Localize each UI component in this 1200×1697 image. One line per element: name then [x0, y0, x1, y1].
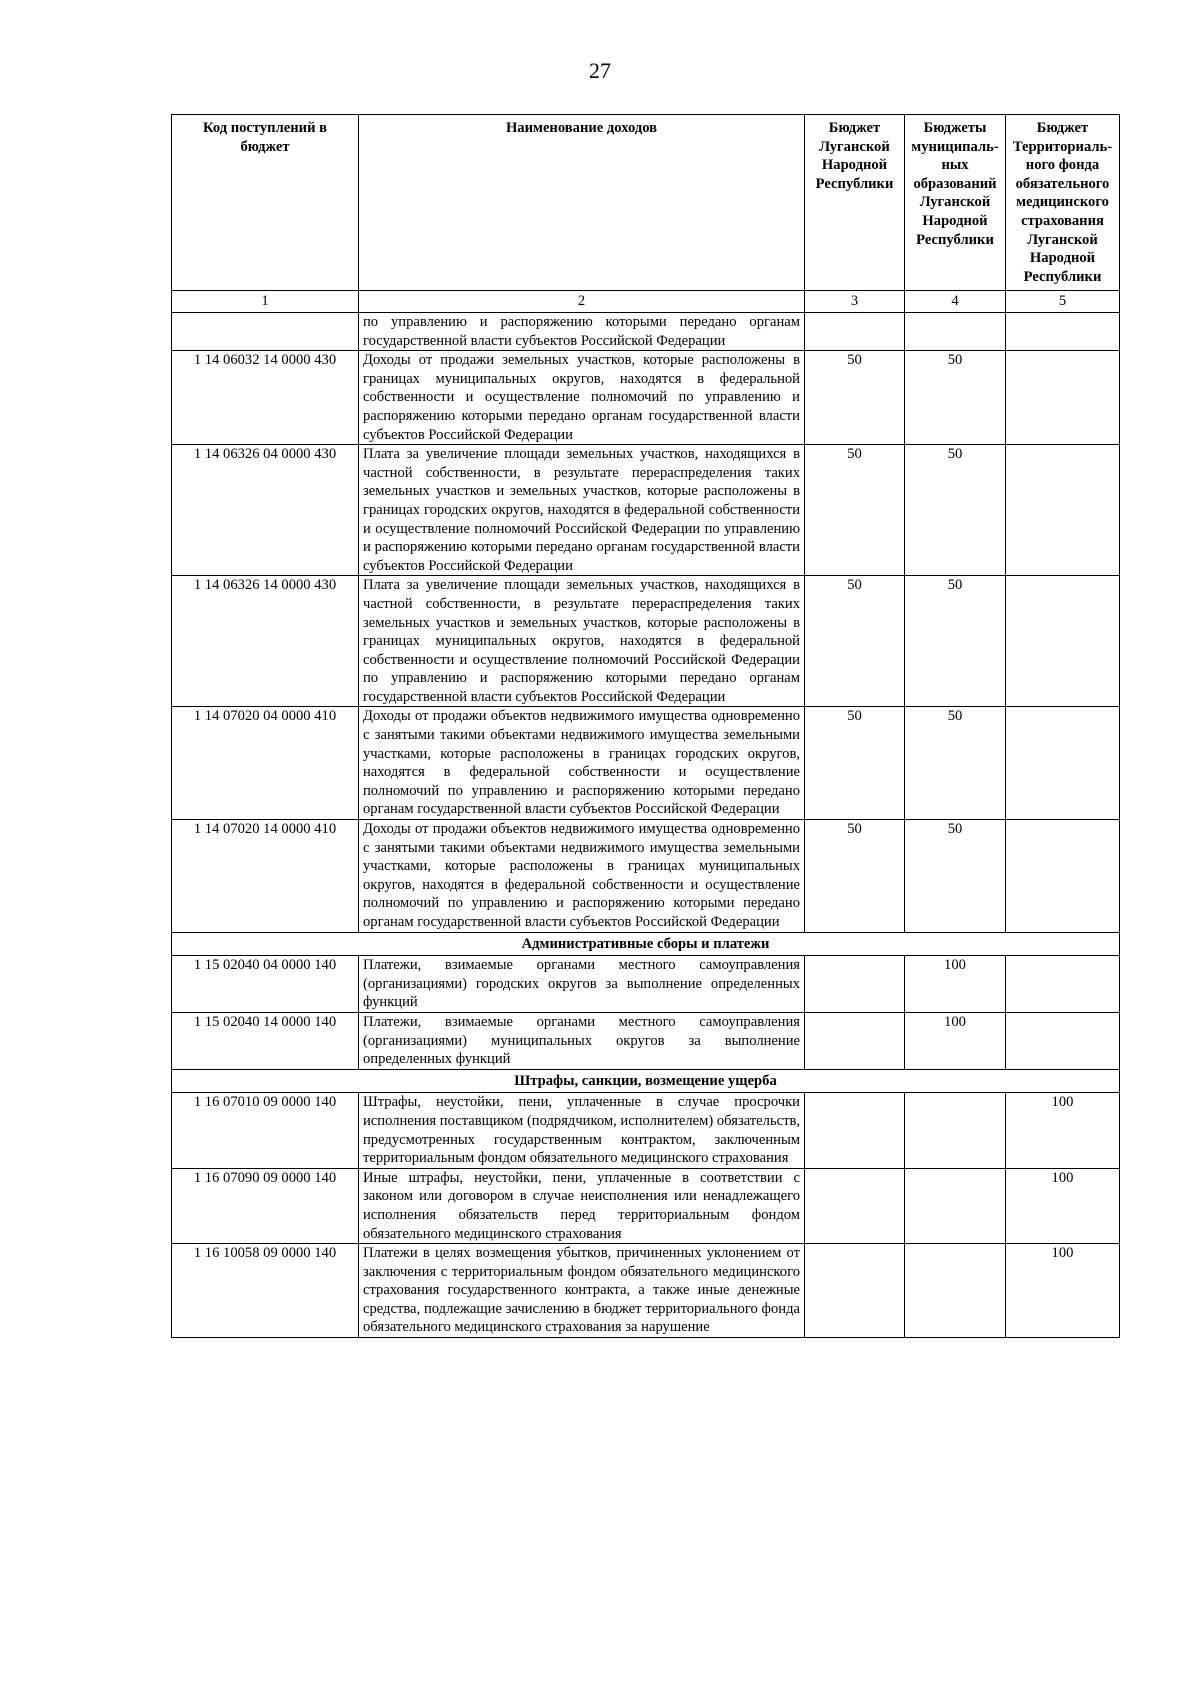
- table-row: [172, 313, 1120, 351]
- income-name-cell: Платежи в целях возмещения убытков, причиненных уклонением от заключения с территориальным фондом обязательного медицинского страхования государственного контракта, а также иные денежные средства, подлежащие зачислению в бюджет территориального фонда обязательного медицинского страхования за нарушение: [359, 1244, 805, 1338]
- territorial-fund-value: [1006, 1012, 1120, 1069]
- income-code-cell: 1 14 07020 14 0000 410: [172, 820, 359, 933]
- territorial-fund-value: [1006, 351, 1120, 445]
- table-header-row: [172, 115, 1120, 291]
- column-number: 4: [905, 291, 1006, 313]
- territorial-fund-value: [1006, 576, 1120, 707]
- table-row: [172, 445, 1120, 576]
- territorial-fund-value: 100: [1006, 1168, 1120, 1243]
- column-number: 5: [1006, 291, 1120, 313]
- header-territorial-fund-budget: Бюджет Территориаль-ного фонда обязательного медицинского страхования Луганской Народной Республики: [1006, 115, 1120, 291]
- territorial-fund-value: [1006, 445, 1120, 576]
- income-name-cell: Штрафы, неустойки, пени, уплаченные в случае просрочки исполнения поставщиком (подрядчиком, исполнителем) обязательств, предусмотренных государственным контрактом, заключенным территориальным фондом обязательного медицинского страхования: [359, 1093, 805, 1168]
- column-number: 1: [172, 291, 359, 313]
- table-row: [172, 820, 1120, 933]
- income-code-cell: 1 15 02040 14 0000 140: [172, 1012, 359, 1069]
- income-name-cell: Плата за увеличение площади земельных участков, находящихся в частной собственности, в результате перераспределения таких земельных участков и земельных участков, которые расположены в границах городских округов, находятся в федеральной собственности и осуществление полномочий Российской Федерации по управлению и распоряжению которыми передано органам государственной власти субъектов Российской Федерации: [359, 445, 805, 576]
- lnr-budget-value: [805, 1093, 905, 1168]
- header-municipal-budgets: Бюджеты муниципаль-ных образований Луганской Народной Республики: [905, 115, 1006, 291]
- lnr-budget-value: [805, 1168, 905, 1243]
- page-number: 27: [589, 58, 611, 83]
- income-code-cell: [172, 313, 359, 351]
- lnr-budget-value: [805, 1244, 905, 1338]
- territorial-fund-value: 100: [1006, 1244, 1120, 1338]
- municipal-budget-value: 100: [905, 1012, 1006, 1069]
- table-row: [172, 956, 1120, 1013]
- column-number: 3: [805, 291, 905, 313]
- income-name-cell: Иные штрафы, неустойки, пени, уплаченные в соответствии с законом или договором в случае неисполнения или ненадлежащего исполнения обязательств перед территориальным фондом обязательного медицинского страхования: [359, 1168, 805, 1243]
- column-numbers-row: [172, 291, 1120, 313]
- municipal-budget-value: 50: [905, 445, 1006, 576]
- section-header-row: [172, 932, 1120, 956]
- section-title: Штрафы, санкции, возмещение ущерба: [172, 1069, 1120, 1093]
- income-code-cell: 1 14 07020 04 0000 410: [172, 707, 359, 820]
- table-row: [172, 1244, 1120, 1338]
- income-code-cell: 1 15 02040 04 0000 140: [172, 956, 359, 1013]
- territorial-fund-value: [1006, 820, 1120, 933]
- section-header-row: [172, 1069, 1120, 1093]
- territorial-fund-value: [1006, 313, 1120, 351]
- lnr-budget-value: 50: [805, 707, 905, 820]
- lnr-budget-value: [805, 956, 905, 1013]
- lnr-budget-value: 50: [805, 576, 905, 707]
- header-lnr-budget: Бюджет Луганской Народной Республики: [805, 115, 905, 291]
- lnr-budget-value: 50: [805, 351, 905, 445]
- income-name-cell: Платежи, взимаемые органами местного самоуправления (организациями) муниципальных округов за выполнение определенных функций: [359, 1012, 805, 1069]
- municipal-budget-value: 100: [905, 956, 1006, 1013]
- territorial-fund-value: [1006, 707, 1120, 820]
- municipal-budget-value: 50: [905, 707, 1006, 820]
- income-name-cell: Доходы от продажи объектов недвижимого имущества одновременно с занятыми такими объектами недвижимого имущества земельными участками, которые расположены в границах муниципальных округов, находятся в федеральной собственности и осуществление полномочий по управлению и распоряжению которыми передано органам государственной власти субъектов Российской Федерации: [359, 820, 805, 933]
- table-row: [172, 1093, 1120, 1168]
- table-row: [172, 351, 1120, 445]
- municipal-budget-value: [905, 1244, 1006, 1338]
- header-income-code: Код поступлений в бюджет: [172, 115, 359, 291]
- income-name-cell: Доходы от продажи земельных участков, которые расположены в границах муниципальных округов, находятся в федеральной собственности и осуществление полномочий по управлению и распоряжению которыми передано органам государственной власти субъектов Российской Федерации: [359, 351, 805, 445]
- municipal-budget-value: [905, 1093, 1006, 1168]
- income-code-cell: 1 14 06326 14 0000 430: [172, 576, 359, 707]
- territorial-fund-value: 100: [1006, 1093, 1120, 1168]
- income-code-cell: 1 16 10058 09 0000 140: [172, 1244, 359, 1338]
- income-code-cell: 1 14 06032 14 0000 430: [172, 351, 359, 445]
- section-title: Административные сборы и платежи: [172, 932, 1120, 956]
- income-classification-table: [171, 114, 1120, 1338]
- municipal-budget-value: [905, 1168, 1006, 1243]
- income-name-cell: Доходы от продажи объектов недвижимого имущества одновременно с занятыми такими объектами недвижимого имущества земельными участками, которые расположены в границах городских округов, находятся в федеральной собственности и осуществление полномочий по управлению и распоряжению которыми передано органам государственной власти субъектов Российской Федерации: [359, 707, 805, 820]
- income-code-cell: 1 16 07010 09 0000 140: [172, 1093, 359, 1168]
- municipal-budget-value: 50: [905, 576, 1006, 707]
- municipal-budget-value: [905, 313, 1006, 351]
- table-row: [172, 1168, 1120, 1243]
- column-number: 2: [359, 291, 805, 313]
- income-code-cell: 1 16 07090 09 0000 140: [172, 1168, 359, 1243]
- municipal-budget-value: 50: [905, 820, 1006, 933]
- income-name-cell: Платежи, взимаемые органами местного самоуправления (организациями) городских округов за выполнение определенных функций: [359, 956, 805, 1013]
- lnr-budget-value: 50: [805, 820, 905, 933]
- lnr-budget-value: 50: [805, 445, 905, 576]
- table-row: [172, 707, 1120, 820]
- table-row: [172, 576, 1120, 707]
- table-row: [172, 1012, 1120, 1069]
- lnr-budget-value: [805, 1012, 905, 1069]
- territorial-fund-value: [1006, 956, 1120, 1013]
- income-name-cell: Плата за увеличение площади земельных участков, находящихся в частной собственности, в результате перераспределения таких земельных участков и земельных участков, которые расположены в границах муниципальных округов, находятся в федеральной собственности и осуществление полномочий Российской Федерации по управлению и распоряжению которыми передано органам государственной власти субъектов Российской Федерации: [359, 576, 805, 707]
- municipal-budget-value: 50: [905, 351, 1006, 445]
- table-body: [172, 291, 1120, 1338]
- income-name-cell: по управлению и распоряжению которыми передано органам государственной власти субъектов Российской Федерации: [359, 313, 805, 351]
- lnr-budget-value: [805, 313, 905, 351]
- income-code-cell: 1 14 06326 04 0000 430: [172, 445, 359, 576]
- header-income-name: Наименование доходов: [359, 115, 805, 291]
